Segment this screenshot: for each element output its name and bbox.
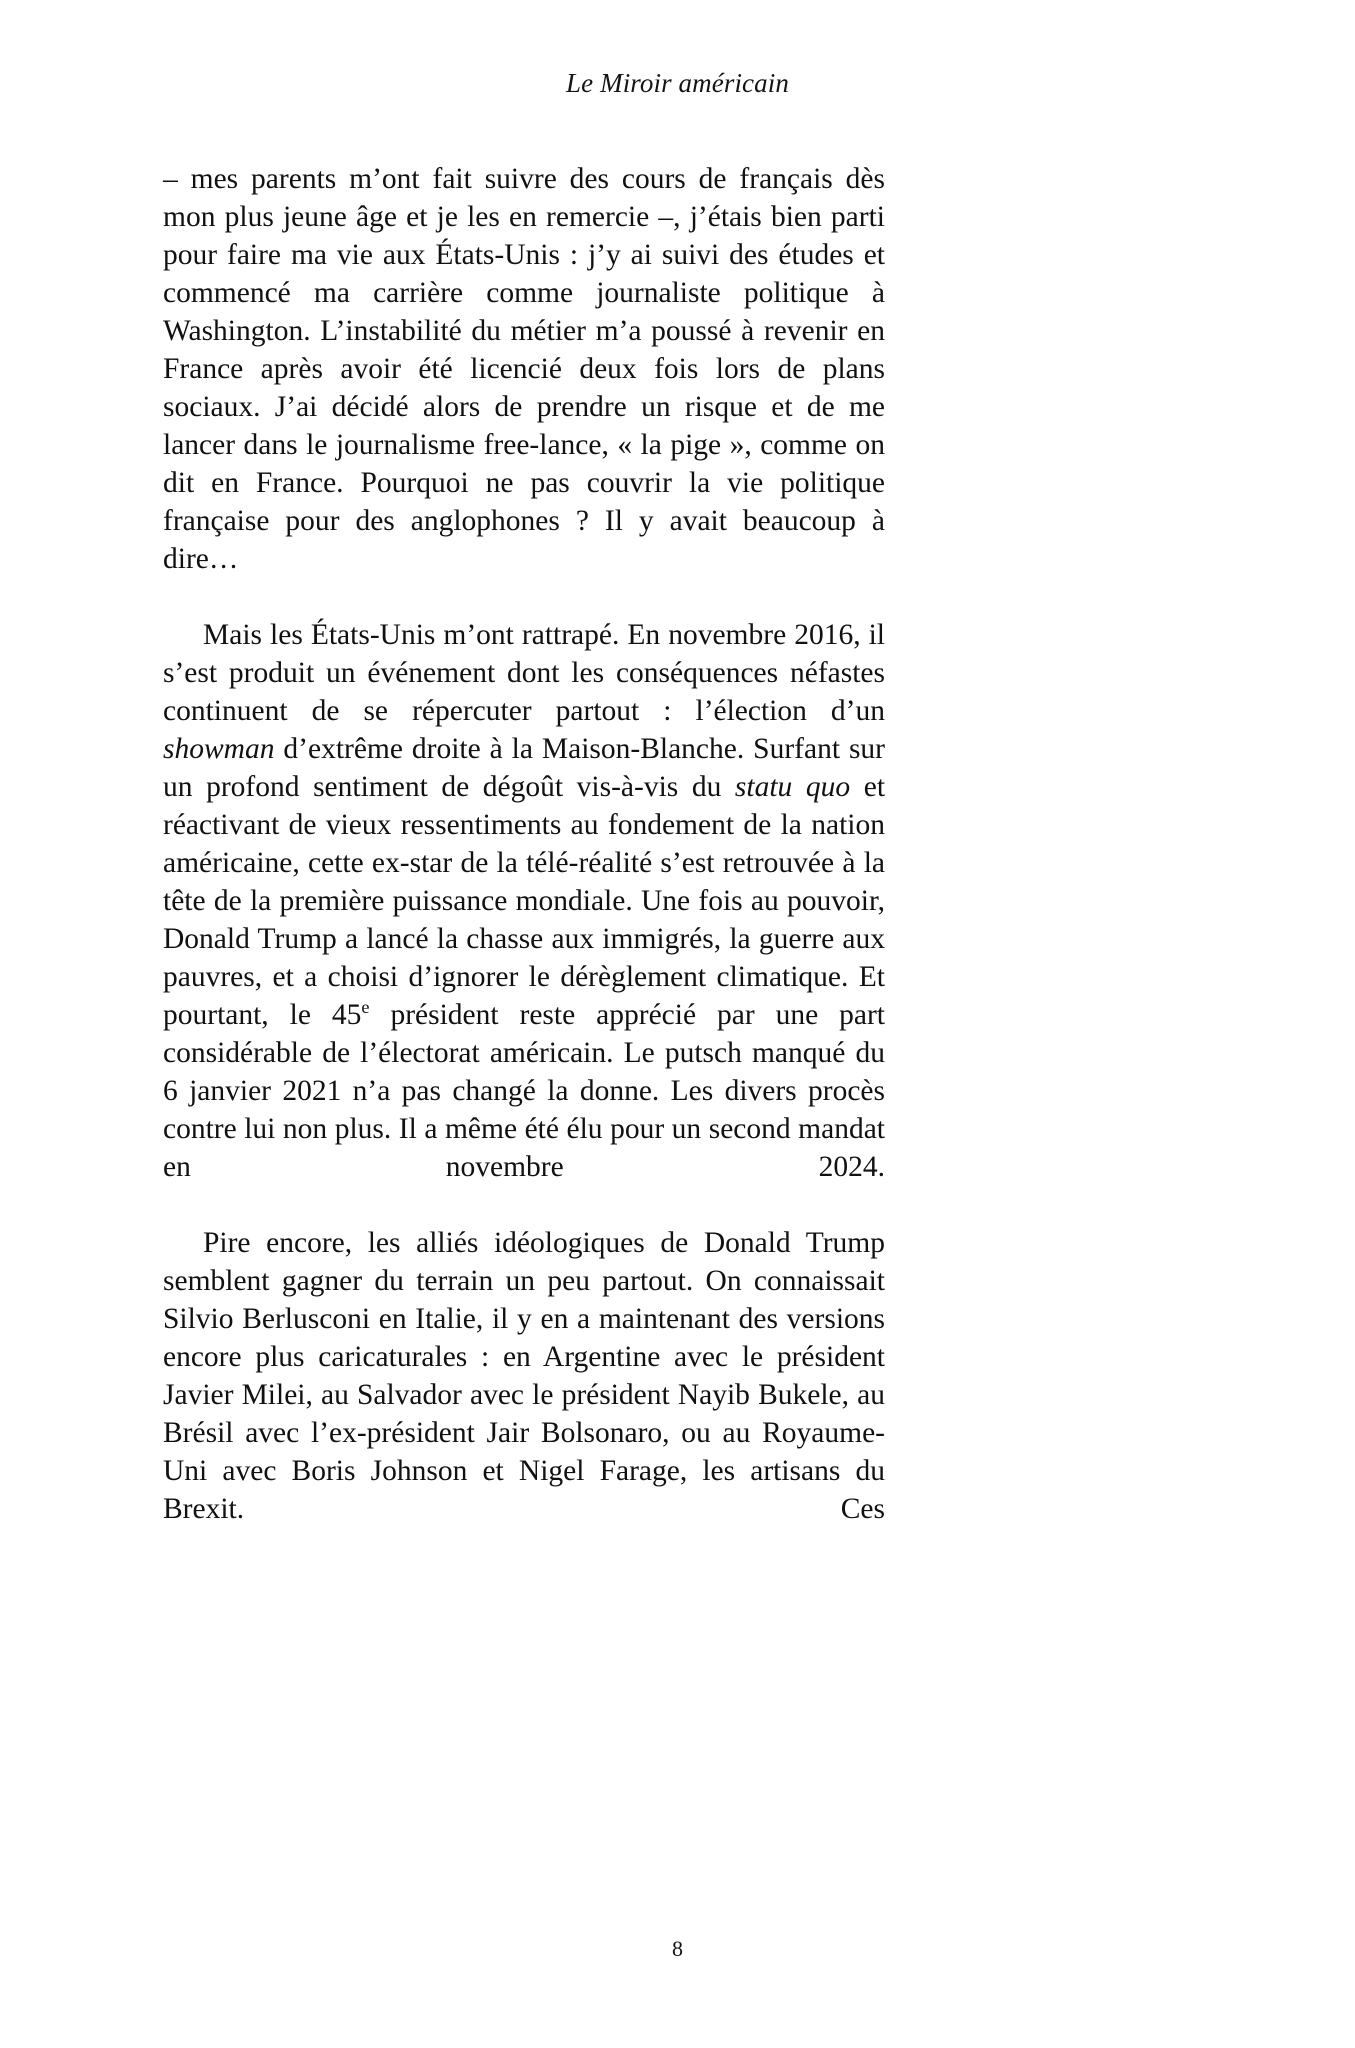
emphasis-text: showman	[163, 733, 275, 765]
paragraph-3: Pire encore, les alliés idéologiques de Donald Trump semblent gagner du terrain un peu partout. On connaissait Silvio Berlusconi en Italie, il y en a maintenant des versions encore plus caricaturales : en Argentine avec le président Javier Milei, au Salvador avec le président Nayib Bukele, au Brésil avec l’ex-président Jair Bolsonaro, ou au Royaume-Uni avec Boris Johnson et Nigel Farage, les artisans du Brexit. Ces	[163, 1227, 885, 1525]
ordinal-superscript: e	[361, 997, 370, 1018]
emphasis-text: statu quo	[734, 771, 851, 803]
running-head: Le Miroir américain	[566, 68, 789, 98]
body-text-block	[163, 160, 885, 1566]
paragraph-2: Mais les États-Unis m’ont rattrapé. En novembre 2016, il s’est produit un événement dont les conséquences néfastes continuent de se répercuter partout : l’élection d’un showman d’extrême droite à la Maison-Blanche. Surfant sur un profond sentiment de dégoût vis-à-vis du statu quo et réactivant de vieux ressentiments au fondement de la nation américaine, cette ex-star de la télé-réalité s’est retrouvée à la tête de la première puissance mondiale. Une fois au pouvoir, Donald Trump a lancé la chasse aux immigrés, la guerre aux pauvres, et a choisi d’ignorer le dérèglement climatique. Et pourtant, le 45e président reste apprécié par une part considérable de l’électorat américain. Le putsch manqué du 6 janvier 2021 n’a pas changé la donne. Les divers procès contre lui non plus. Il a même été élu pour un second mandat en novembre 2024.	[163, 619, 886, 1183]
page-number: 8	[672, 1936, 683, 1961]
paragraph-1: – mes parents m’ont fait suivre des cours de français dès mon plus jeune âge et je les en remercie –, j’étais bien parti pour faire ma vie aux États-Unis : j’y ai suivi des études et commencé ma carrière comme journaliste politique à Washington. L’instabilité du métier m’a poussé à revenir en France après avoir été licencié deux fois lors de plans sociaux. J’ai décidé alors de prendre un risque et de me lancer dans le journalisme free-lance, « la pige », comme on dit en France. Pourquoi ne pas couvrir la vie politique française pour des anglophones ? Il y avait beaucoup à dire…	[163, 163, 885, 575]
